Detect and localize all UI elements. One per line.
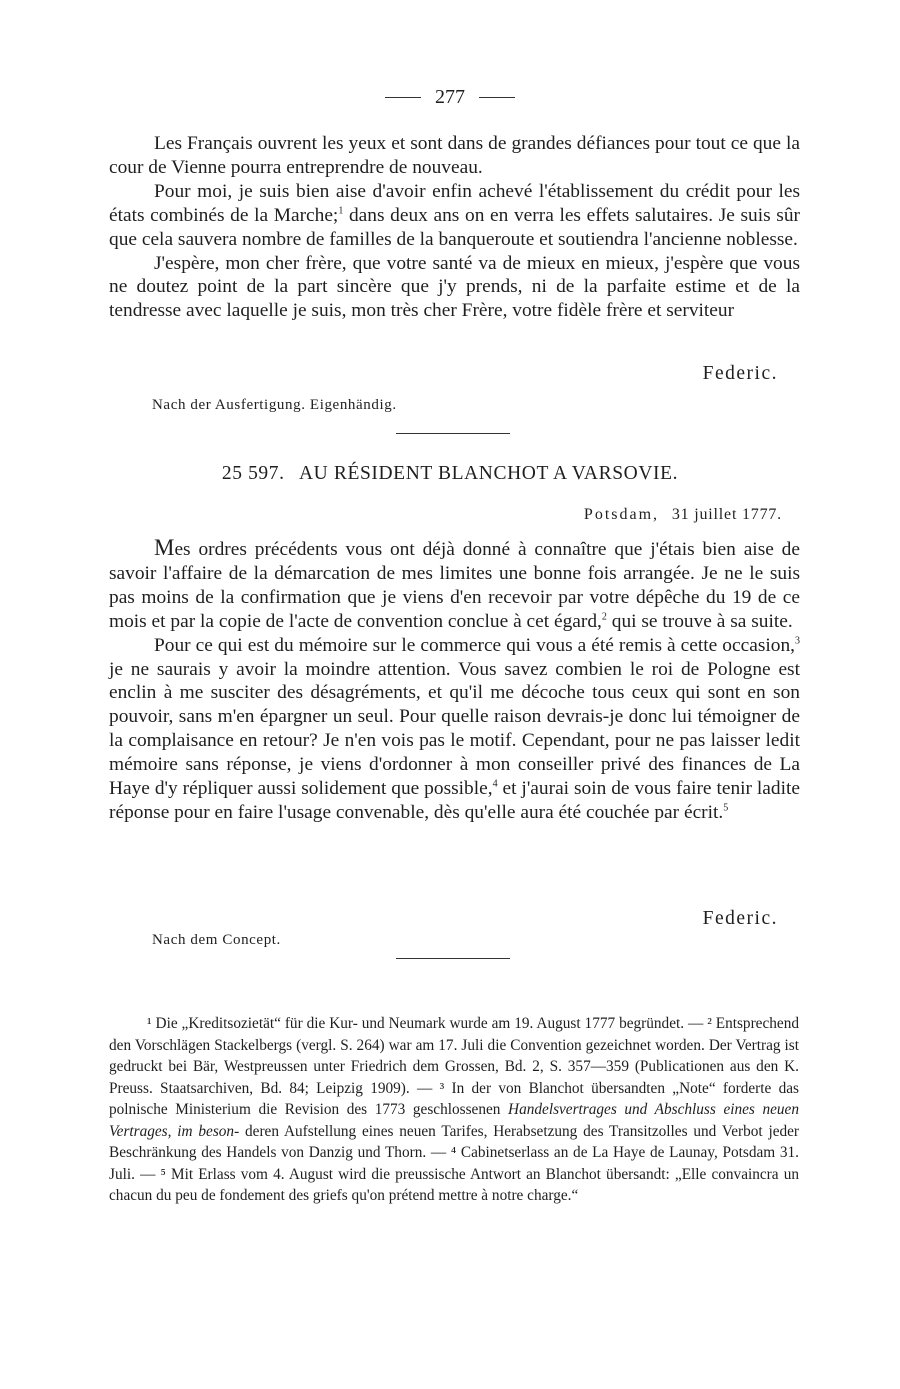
letter-2-paragraph-2 [109,634,800,825]
page-number: 277 [435,86,465,108]
letter-1-paragraph-2-text-a: Pour moi, je suis bien aise d'avoir enfin achevé l'établissement du crédit pour les états combinés de la Marche; [109,180,800,226]
letter-2-paragraph-1 [109,536,800,634]
letter-2-title: AU RÉSIDENT BLANCHOT A VARSOVIE. [299,463,679,484]
letter-2-dateline [584,506,782,524]
separator-rule-1 [396,433,510,434]
letter-1-paragraph-2 [109,180,800,252]
footnotes-text-a: ¹ Die „Kreditsozietät“ für die Kur- und Neumark wurde am 19. August 1777 begründet. — ² Entsprechend den Vorschlägen Stackelbergs (vergl. S. 264) war am 17. Juli die Convention gezeichnet worden. Der Vertrag ist gedruckt bei Bär, Westpreussen unter Friedrich dem Grossen, Bd. 2, S. 357—359 (Publicationen aus den K. Preuss. Staatsarchiven, Bd. 84; Leipzig 1909). — ³ In der von Blanchot übersandten „Note“ forderte das polnische Ministerium die Revision des 1773 geschlossenen [109,1015,799,1118]
letter-1-signature: Federic. [702,363,778,384]
letter-1-paragraph-1: Les Français ouvrent les yeux et sont dans de grandes défiances pour tout ce que la cour de Vienne pourra entreprendre de nouveau. [109,133,800,178]
letter-2-paragraph-1-text-a: es ordres précédents vous ont déjà donné à connaître que j'étais bien aise de savoir l'affaire de la démarcation de mes limites une bonne fois arrangée. Je ne le suis pas moins de la confirmation que je viens d'en recevoir par votre dépêche du 19 de ce mois et par la copie de l'acte de convention conclue à cet égard, [109,539,800,632]
letter-2-number: 25 597. [221,463,285,484]
letter-2-body [109,536,800,825]
page-header [0,86,900,109]
letter-1-source-note: Nach der Ausfertigung. Eigenhändig. [152,397,397,413]
footnotes-text [109,1013,799,1207]
footnote-marker-2: 2 [601,611,607,623]
letter-2-source-note: Nach dem Concept. [152,932,281,948]
letter-2-paragraph-2-text-a: Pour ce qui est du mémoire sur le commerce qui vous a été remis à cette occasion, [154,634,795,656]
letter-2-place: Potsdam, [583,506,660,523]
footnotes-block [109,1013,799,1207]
letter-2-paragraph-2-text-c: et j'aurai soin de vous faire tenir ladite réponse pour en faire l'usage convenable, dès qu'elle aura été couchée par écrit. [109,778,800,823]
letter-2-date: 31 juillet 1777. [671,506,782,523]
letter-1-paragraph-3: J'espère, mon cher frère, que votre santé va de mieux en mieux, j'espère que vous ne doutez point de la part sincère que j'y prends, ni de la parfaite estime et de la tendresse avec laquelle je suis, mon très cher Frère, votre fidèle frère et serviteur [109,252,800,322]
footnote-marker-5: 5 [723,802,729,814]
footnote-marker-3: 3 [795,635,800,647]
header-dash-right [479,97,515,98]
letter-2-paragraph-2-text-b: je ne saurais y avoir la moindre attention. Vous savez combien le roi de Pologne est enclin à me susciter des désagréments, et qu'il me décoche tous ceux qui sont en son pouvoir, sans m'en épargner un seul. Pour quelle raison devrais-je donc lui témoigner de la complaisance en retour? Je n'en vois pas le motif. Cependant, pour ne pas laisser ledit mémoire sans réponse, je viens d'ordonner à mon conseiller privé des finances de La Haye d'y répliquer aussi solidement que possible, [109,658,800,800]
letter-1-body [109,132,800,323]
separator-rule-2 [396,958,510,959]
letter-2-heading [0,463,900,485]
footnote-marker-1: 1 [338,205,344,217]
footnotes-text-b: deren Aufstellung eines neuen Tarifes, Herabsetzung des Transitzolles und Verbot jeder Beschränkung des Handels von Danzig und Thorn. — ⁴ Cabinetserlass an de La Haye de Launay, Potsdam 31. Juli. — ⁵ Mit Erlass vom 4. August wird die preussische Antwort an Blanchot übersandt: „Elle convaincra un chacun du peu de fondement des griefs qu'on prétend mettre à notre charge.“ [109,1122,800,1204]
letter-2-paragraph-1-text-b: qui se trouve à sa suite. [611,610,793,632]
header-dash-left [385,97,421,98]
letter-2-initial: M [154,535,175,560]
footnote-marker-4: 4 [492,778,498,790]
footnotes-text-italic: Handelsvertrages und Abschluss eines neuen Vertrages, im beson- [109,1101,799,1140]
letter-1-paragraph-2-text-b: dans deux ans on en verra les effets salutaires. Je suis sûr que cela sauvera nombre de familles de la banqueroute et soutiendra l'ancienne noblesse. [109,204,801,250]
letter-2-signature: Federic. [702,908,778,929]
